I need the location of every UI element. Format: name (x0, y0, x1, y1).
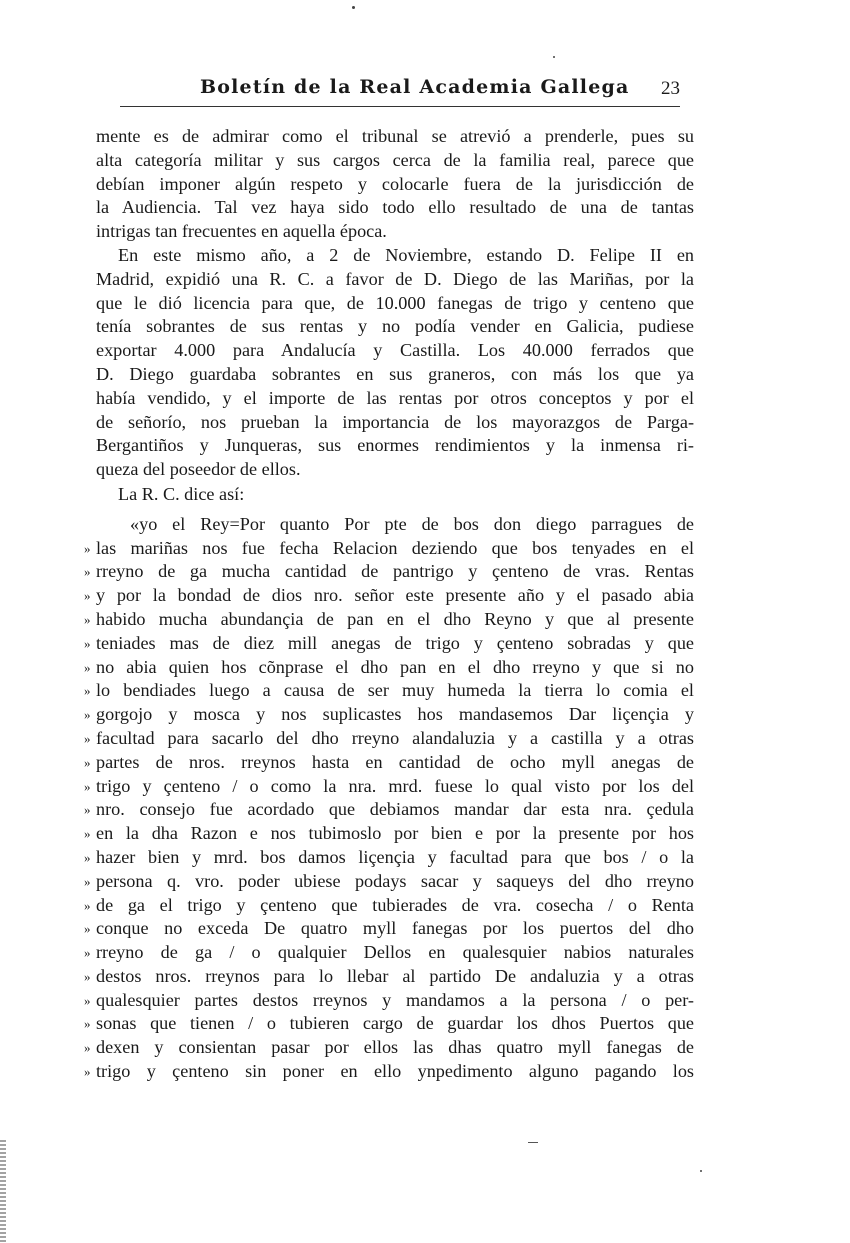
quote-mark: » (84, 921, 91, 937)
text-line: » gorgojo y mosca y nos suplicastes hos mandasemos Dar liçençia y (96, 703, 694, 727)
text-line: la Audiencia. Tal vez haya sido todo ello resultado de una de tantas (96, 197, 694, 218)
text-line: » dexen y consientan pasar por ellos las dhas quatro myll fanegas de (96, 1036, 694, 1060)
text-line: » de ga el trigo y çenteno que tubierades de vra. cosecha / o Renta (96, 894, 694, 918)
text-line: D. Diego guardaba sobrantes en sus graneros, con más los que ya (96, 363, 694, 384)
text-line: queza del poseedor de ellos. (96, 459, 301, 480)
quote-mark: » (84, 707, 91, 723)
quote-mark: » (84, 945, 91, 961)
text-line: » trigo y çenteno / o como la nra. mrd. fuese lo qual visto por los del (96, 775, 694, 799)
text-line: » rreyno de ga / o qualquier Dellos en qualesquier nabios naturales (96, 941, 694, 965)
quote-mark: » (84, 659, 91, 675)
text-line: » nro. consejo fue acordado que debiamos mandar dar esta nra. çedula (96, 798, 694, 822)
quote-mark: » (84, 968, 91, 984)
text-line: Madrid, expidió una R. C. a favor de D. Diego de las Mariñas, por la (96, 268, 694, 289)
text-line: » sonas que tienen / o tubieren cargo de guardar los dhos Puertos que (96, 1012, 694, 1036)
quote-mark: » (84, 826, 91, 842)
text-line: de señorío, nos prueban la importancia de los mayorazgos de Parga- (96, 411, 694, 432)
quote-mark: » (84, 778, 91, 794)
quote-mark: » (84, 754, 91, 770)
text-line: » rreyno de ga mucha cantidad de pantrigo y çenteno de vras. Rentas (96, 560, 694, 584)
page-number: 23 (661, 78, 680, 99)
scan-edge-mark (0, 1140, 6, 1243)
text-line: » qualesquier partes destos rreynos y mandamos a la persona / o per- (96, 989, 694, 1013)
body-text (84, 125, 694, 1084)
text-line: » hazer bien y mrd. bos damos liçençia y facultad para que bos / o la (96, 846, 694, 870)
journal-title: Boletín de la Real Academia Gallega (200, 76, 630, 98)
quote-mark: » (84, 564, 91, 580)
text-line: que le dió licencia para que, de 10.000 fanegas de trigo y centeno que (96, 292, 694, 313)
quote-mark: » (84, 730, 91, 746)
quote-mark: » (84, 1064, 91, 1080)
scan-speck (700, 1170, 702, 1172)
text-line: «yo el Rey=Por quanto Por pte de bos don diego parragues de (130, 513, 694, 534)
text-line: » y por la bondad de dios nro. señor este presente año y el pasado abia (96, 584, 694, 608)
text-line: alta categoría militar y sus cargos cerca de la familia real, parece que (96, 149, 694, 170)
quote-mark: » (84, 540, 91, 556)
quote-mark: » (84, 1040, 91, 1056)
text-line: » facultad para sacarlo del dho rreyno alandaluzia y a castilla y a otras (96, 727, 694, 751)
header-rule (120, 106, 680, 107)
text-line: había vendido, y el importe de las rentas por otros conceptos y por el (96, 387, 694, 408)
quote-mark: » (84, 588, 91, 604)
scan-speck (553, 56, 555, 58)
quote-mark: » (84, 873, 91, 889)
quote-mark: » (84, 992, 91, 1008)
text-line: » partes de nros. rreynos hasta en cantidad de ocho myll anegas de (96, 751, 694, 775)
royal-decree-quote (84, 513, 694, 1084)
text-line: » no abia quien hos cõnprase el dho pan en el dho rreyno y que si no (96, 656, 694, 680)
text-line: » persona q. vro. poder ubiese podays sacar y saqueys del dho rreyno (96, 870, 694, 894)
quote-mark: » (84, 635, 91, 651)
running-header (200, 76, 680, 104)
text-line: » destos nros. rreynos para lo llebar al partido De andaluzia y a otras (96, 965, 694, 989)
footer-mark (528, 1142, 538, 1143)
quote-mark: » (84, 897, 91, 913)
paragraph-1 (96, 125, 694, 244)
text-line: tenía sobrantes de sus rentas y no podía vender en Galicia, pudiese (96, 316, 694, 337)
quote-mark: » (84, 849, 91, 865)
scan-speck (352, 6, 355, 9)
text-line: » las mariñas nos fue fecha Relacion deziendo que bos tenyades en el (96, 537, 694, 561)
paragraph-3: La R. C. dice así: (118, 483, 245, 504)
text-line: debían imponer algún respeto y colocarle fuera de la jurisdicción de (96, 173, 694, 194)
text-line: » teniades mas de diez mill anegas de trigo y çenteno sobradas y que (96, 632, 694, 656)
quote-mark: » (84, 802, 91, 818)
text-line: mente es de admirar como el tribunal se atrevió a prenderle, pues su (96, 126, 694, 146)
text-line: exportar 4.000 para Andalucía y Castilla. Los 40.000 ferrados que (96, 340, 694, 361)
text-line: » habido mucha abundançia de pan en el dho Reyno y que al presente (96, 608, 694, 632)
text-line: » trigo y çenteno sin poner en ello ynpedimento alguno pagando los (96, 1060, 694, 1084)
text-line: En este mismo año, a 2 de Noviembre, estando D. Felipe II en (118, 244, 694, 265)
text-line: » lo bendiades luego a causa de ser muy humeda la tierra lo comia el (96, 679, 694, 703)
quote-mark: » (84, 1016, 91, 1032)
text-line: » en la dha Razon e nos tubimoslo por bien e por la presente por hos (96, 822, 694, 846)
quote-mark: » (84, 611, 91, 627)
paragraph-2 (96, 244, 694, 482)
text-line: intrigas tan frecuentes en aquella época. (96, 221, 387, 242)
text-line: Bergantiños y Junqueras, sus enormes rendimientos y la inmensa ri- (96, 435, 694, 456)
quote-mark: » (84, 683, 91, 699)
text-line: » conque no exceda De quatro myll fanegas por los puertos del dho (96, 917, 694, 941)
